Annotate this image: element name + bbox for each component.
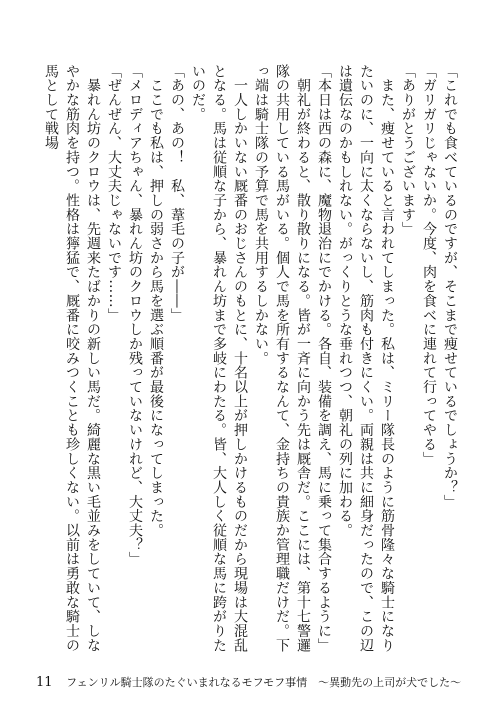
paragraph: 「本日は西の森に、魔物退治にでかける。各自、装備を調え、馬に乗って集合するように」 <box>316 64 332 653</box>
paragraph: 一人しかいない厩番のおじさんのもとに、十名以上が押しかけるものだから現場は大混乱となる。馬は従順な子から、暴れん坊まで多岐にわたる。皆、大人しく従順な馬に跨がりたいのだ。 <box>190 64 248 653</box>
body-text <box>40 64 460 664</box>
paragraph: 「ガリガリじゃないか。今度、肉を食べに連れて行ってやる」 <box>421 64 437 466</box>
paragraph: 「あの、あの！ 私、葦毛の子が――」 <box>169 64 185 323</box>
running-title: フェンリル騎士隊のたぐいまれなるモフモフ事情 ～異動先の上司が犬でした～ <box>66 676 462 689</box>
paragraph: ここでも私は、押しの弱さから馬を選ぶ順番が最後になってしまった。 <box>148 64 164 538</box>
page-footer <box>36 674 461 690</box>
paragraph: また、痩せていると言われてしまった。私は、ミリー隊長のように筋骨隆々な騎士になりたいのに、一向に太くならないし、筋肉も付きにくい。両親は共に細身だったので、この辺は遺伝なのかもしれない。がっくりとうな垂れつつ、朝礼の列に加わる。 <box>337 64 395 653</box>
paragraph: 「ありがとうございます」 <box>400 64 416 237</box>
paragraph: 朝礼が終わると、散り散りになる。皆が一斉に向かう先は厩舎だ。ここには、第十七警邏隊の共用している馬がいる。個人で馬を所有するなんて、金持ちの貴族か管理職だけだ。下っ端は騎士隊の予算で馬を共用するしかない。 <box>253 64 311 653</box>
paragraph: 暴れん坊のクロウは、先週来たばかりの新しい馬だ。綺麗な黒い毛並みをしていて、しなやかな筋肉を持つ。性格は獰猛で、厩番に咬みつくことも珍しくない。以前は勇敢な騎士の馬として戦場 <box>43 64 101 653</box>
paragraph: 「ぜんぜん、大丈夫じゃないです……」 <box>106 64 122 323</box>
paragraph: 「メロディアちゃん、暴れん坊のクロウしか残っていないけれど、大丈夫？」 <box>127 64 143 567</box>
paragraph: 「これでも食べているのですが、そこまで痩せているでしょうか？」 <box>442 64 458 509</box>
page-number: 11 <box>36 675 53 690</box>
